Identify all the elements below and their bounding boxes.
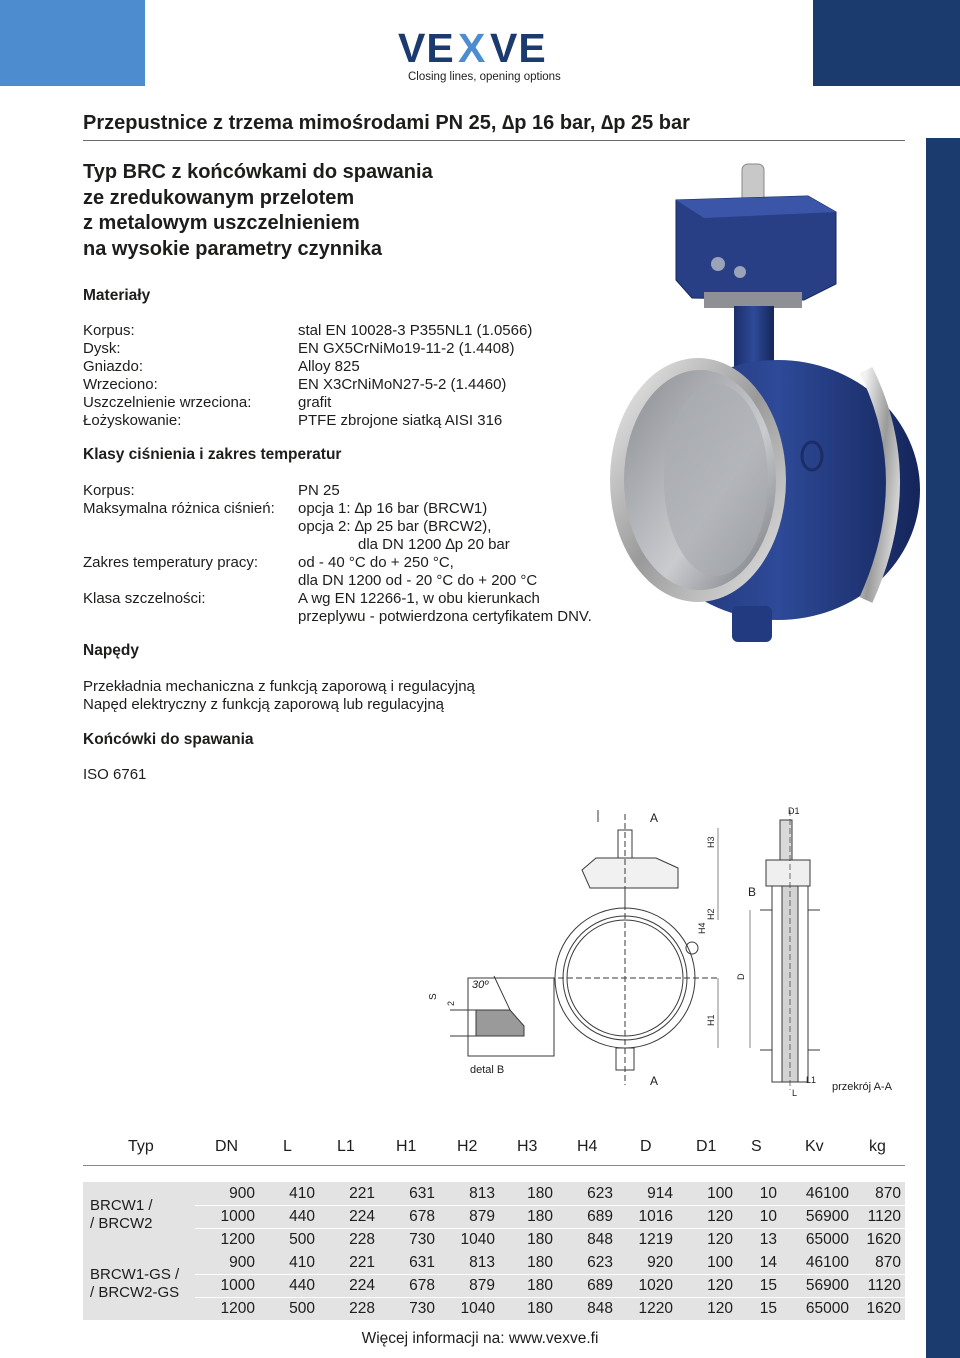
pressure-row: Maksymalna różnica ciśnień: opcja 1: ∆p 16 bar (BRCW1) [83, 500, 488, 517]
table-cell: 914 [647, 1185, 673, 1202]
table-cell: 730 [409, 1231, 435, 1248]
material-row: Uszczelnienie wrzeciona: grafit [83, 394, 332, 411]
table-cell: 1219 [638, 1231, 673, 1248]
th-h1: H1 [396, 1138, 417, 1155]
svg-text:X: X [458, 26, 486, 70]
vexve-logo [398, 26, 562, 86]
table-cell: 14 [759, 1254, 777, 1271]
pressure-heading: Klasy ciśnienia i zakres temperatur [83, 446, 342, 463]
table-cell: 13 [759, 1231, 777, 1248]
table-cell: 65000 [805, 1300, 849, 1317]
table-cell: 46100 [805, 1185, 849, 1202]
label-h2: H2 [706, 908, 716, 920]
label-l: L [792, 1088, 798, 1098]
label-h3: H3 [706, 836, 716, 848]
drives-line: Przekładnia mechaniczna z funkcją zaporową i regulacyjną [83, 678, 475, 695]
subtitle-line: na wysokie parametry czynnika [83, 237, 383, 260]
th-l: L [283, 1138, 292, 1155]
table-cell: 224 [349, 1208, 375, 1225]
group-label-line: BRCW1-GS / [90, 1266, 180, 1283]
table-cell: 623 [587, 1254, 613, 1271]
label-h4: H4 [697, 922, 707, 934]
table-cell: 631 [409, 1254, 435, 1271]
table-cell: 440 [289, 1208, 315, 1225]
table-cell: 56900 [805, 1277, 849, 1294]
th-l1: L1 [337, 1138, 355, 1155]
table-cell: 689 [587, 1277, 613, 1294]
subtitle-line: Typ BRC z końcówkami do spawania [83, 161, 433, 183]
material-row: Korpus: stal EN 10028-3 P355NL1 (1.0566) [83, 322, 533, 339]
th-kv: Kv [805, 1138, 824, 1155]
pressure-row: Korpus: PN 25 [83, 482, 340, 499]
side-bar [926, 138, 960, 1358]
table-cell: 1620 [866, 1231, 901, 1248]
table-cell: 410 [289, 1185, 315, 1202]
table-row-divider [195, 1228, 905, 1229]
svg-text:VE: VE [490, 26, 547, 70]
table-row-divider [195, 1297, 905, 1298]
table-cell: 221 [349, 1185, 375, 1202]
material-row: Dysk: EN GX5CrNiMo19-11-2 (1.4408) [83, 340, 515, 357]
label-a-top: A [650, 811, 659, 825]
table-cell: 100 [707, 1254, 733, 1271]
corner-block-left [0, 0, 145, 86]
table-cell: 1120 [867, 1208, 901, 1225]
table-group-label [90, 1197, 153, 1233]
group-label-line: BRCW1 / [90, 1197, 153, 1214]
table-cell: 500 [289, 1300, 315, 1317]
ends-line: ISO 6761 [83, 766, 147, 783]
th-kg: kg [869, 1138, 886, 1155]
table-cell: 848 [587, 1231, 613, 1248]
materials-heading: Materiały [83, 287, 151, 304]
label-b: B [748, 885, 757, 899]
table-group-label [90, 1266, 179, 1302]
th-h2: H2 [457, 1138, 478, 1155]
th-d: D [640, 1138, 652, 1155]
th-typ: Typ [128, 1138, 154, 1155]
material-row: Gniazdo: Alloy 825 [83, 358, 360, 375]
label-s: S [428, 993, 439, 1000]
label-section: przekrój A-A [832, 1081, 892, 1093]
table-cell: 879 [469, 1208, 495, 1225]
table-cell: 180 [527, 1208, 553, 1225]
pressure-row: Klasa szczelności: A wg EN 12266-1, w obu kierunkach [83, 590, 540, 607]
label-detail: detal B [470, 1064, 505, 1076]
material-row: Wrzeciono: EN X3CrNiMoN27-5-2 (1.4460) [83, 376, 507, 393]
th-h3: H3 [517, 1138, 538, 1155]
table-cell: 180 [527, 1300, 553, 1317]
table-header [83, 1130, 905, 1166]
title-divider [83, 140, 905, 141]
table-cell: 120 [707, 1231, 733, 1248]
vexve-logo-word [398, 26, 562, 70]
th-d1: D1 [696, 1138, 717, 1155]
table-row-divider [195, 1205, 905, 1206]
table-cell: 631 [409, 1185, 435, 1202]
table-cell: 1220 [638, 1300, 673, 1317]
th-h4: H4 [577, 1138, 598, 1155]
table-cell: 848 [587, 1300, 613, 1317]
corner-block-right [813, 0, 960, 86]
table-cell: 1020 [638, 1277, 673, 1294]
table-cell: 1016 [638, 1208, 673, 1225]
table-cell: 900 [229, 1185, 255, 1202]
table-cell: 10 [759, 1208, 777, 1225]
table-cell: 440 [289, 1277, 315, 1294]
table-cell: 870 [875, 1254, 901, 1271]
label-angle: 30º [472, 979, 489, 991]
label-l1: L1 [806, 1075, 817, 1085]
table-cell: 180 [527, 1277, 553, 1294]
table-cell: 1040 [460, 1231, 495, 1248]
label-two: 2 [446, 1000, 456, 1006]
table-cell: 120 [707, 1277, 733, 1294]
technical-drawing [420, 800, 900, 1100]
table-cell: 870 [875, 1185, 901, 1202]
table-cell: 120 [707, 1300, 733, 1317]
ends-heading: Końcówki do spawania [83, 731, 254, 748]
table-cell: 180 [527, 1231, 553, 1248]
table-cell: 813 [469, 1185, 495, 1202]
table-cell: 228 [349, 1231, 375, 1248]
table-cell: 56900 [805, 1208, 849, 1225]
th-dn: DN [215, 1138, 239, 1155]
table-cell: 221 [349, 1254, 375, 1271]
drives-heading: Napędy [83, 642, 139, 659]
label-d1: D1 [788, 806, 800, 816]
table-cell: 228 [349, 1300, 375, 1317]
svg-text:VE: VE [398, 26, 455, 70]
group-label-line: / BRCW2-GS [90, 1284, 180, 1301]
table-cell: 900 [229, 1254, 255, 1271]
table-cell: 1200 [220, 1300, 255, 1317]
table-cell: 15 [759, 1277, 777, 1294]
table-cell: 1040 [460, 1300, 495, 1317]
table-cell: 65000 [805, 1231, 849, 1248]
label-h1: H1 [706, 1014, 716, 1026]
table-cell: 689 [587, 1208, 613, 1225]
label-d: D [736, 973, 746, 980]
material-row: Łożyskowanie: PTFE zbrojone siatką AISI 316 [83, 412, 503, 429]
table-cell: 1620 [866, 1300, 901, 1317]
table-cell: 813 [469, 1254, 495, 1271]
table-cell: 224 [349, 1277, 375, 1294]
table-cell: 623 [587, 1185, 613, 1202]
table-cell: 15 [759, 1300, 777, 1317]
table-cell: 730 [409, 1300, 435, 1317]
drives-line: Napęd elektryczny z funkcją zaporową lub regulacyjną [83, 696, 445, 713]
table-cell: 678 [409, 1277, 435, 1294]
group-label-line: / BRCW2 [90, 1215, 153, 1232]
table-cell: 180 [527, 1254, 553, 1271]
subtitle-line: z metalowym uszczelnieniem [83, 212, 360, 234]
table-header-rule [83, 1165, 905, 1166]
th-s: S [751, 1138, 762, 1155]
product-subtitle [83, 160, 433, 262]
valve-illustration [608, 160, 920, 650]
logo-tagline: Closing lines, opening options [408, 71, 561, 83]
table-cell: 879 [469, 1277, 495, 1294]
table-cell: 678 [409, 1208, 435, 1225]
table-cell: 100 [707, 1185, 733, 1202]
table-cell: 1200 [220, 1231, 255, 1248]
table-cell: 46100 [805, 1254, 849, 1271]
table-cell: 410 [289, 1254, 315, 1271]
table-row-divider [195, 1274, 905, 1275]
pressure-row: Zakres temperatury pracy: od - 40 °C do + 250 °C, [83, 554, 454, 571]
table-cell: 500 [289, 1231, 315, 1248]
table-cell: 10 [759, 1185, 777, 1202]
label-a-bottom: A [650, 1074, 659, 1088]
table-cell: 180 [527, 1185, 553, 1202]
table-cell: 120 [707, 1208, 733, 1225]
subtitle-line: ze zredukowanym przelotem [83, 186, 355, 209]
table-cell: 1000 [220, 1208, 255, 1225]
table-cell: 1000 [220, 1277, 255, 1294]
page-title: Przepustnice z trzema mimośrodami PN 25, ∆p 16 bar, ∆p 25 bar [83, 112, 690, 134]
table-cell: 920 [647, 1254, 673, 1271]
footer-link-text: Więcej informacji na: www.vexve.fi [361, 1330, 599, 1347]
table-cell: 1120 [867, 1277, 901, 1294]
